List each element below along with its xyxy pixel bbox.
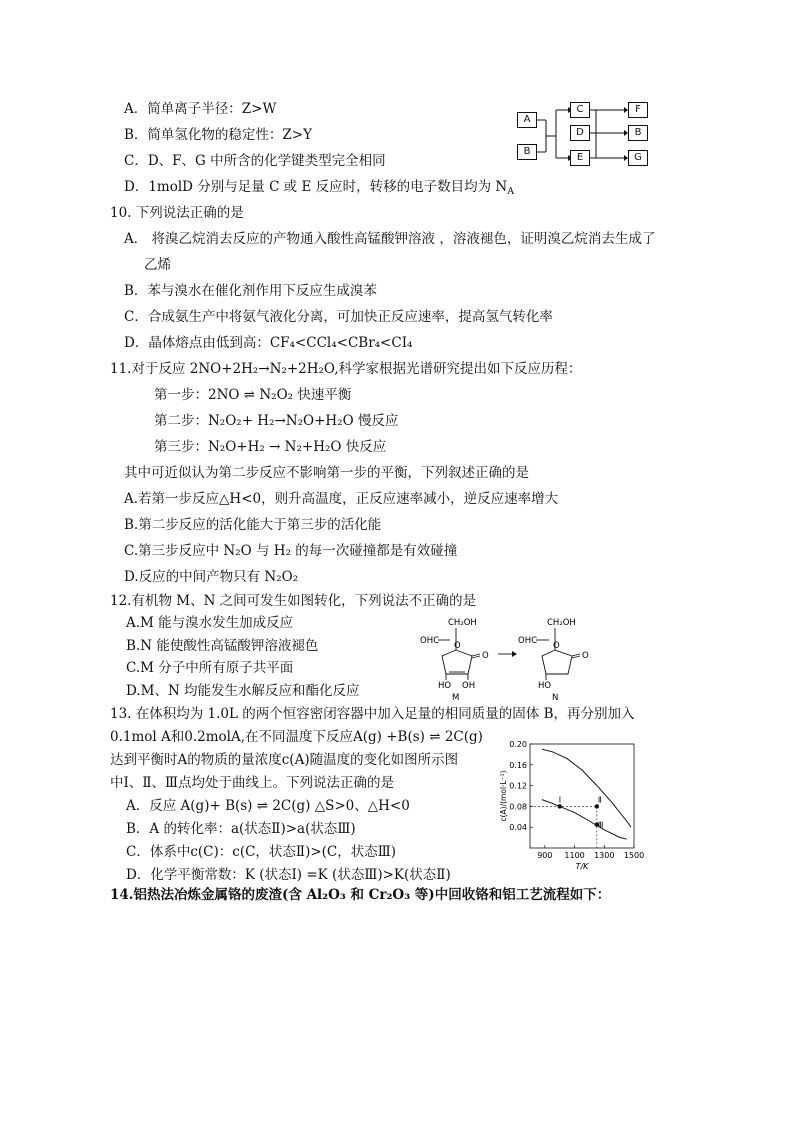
q13-option-c: C．体系中c(C)：c(C，状态Ⅱ)>(C，状态Ⅲ) — [126, 844, 397, 860]
q13-stem-line-1: 13. 在体积均为 1.0L 的两个恒容密闭容器中加入足量的相同质量的固体 B，再分别加入 — [110, 706, 635, 722]
q11-option-b: B.第二步反应的活化能大于第三步的活化能 — [124, 517, 382, 533]
y-tick-label: 0.04 — [509, 823, 527, 833]
y-tick-label: 0.08 — [509, 802, 527, 812]
m-oh-label: OH — [462, 681, 476, 691]
q12-option-c: C.M 分子中所有原子共平面 — [126, 660, 294, 676]
state-label: Ⅱ — [597, 795, 602, 805]
q12-option-d: D.M、N 均能发生水解反应和酯化反应 — [126, 683, 360, 699]
state-point — [595, 804, 599, 808]
q13-option-a: A．反应 A(g)+ B(s) ⇌ 2C(g) △S>0、△H<0 — [126, 798, 410, 814]
q12-structures-m-n — [418, 614, 618, 704]
m-label: M — [452, 693, 460, 703]
m-ring-o-label: O — [454, 641, 461, 651]
box-b: B — [517, 144, 537, 160]
q13-chart — [494, 736, 644, 876]
y-tick-label: 0.20 — [509, 740, 527, 749]
m-ohc-label: OHC — [420, 636, 440, 646]
q10-option-a: A． 将溴乙烷消去反应的产物通入酸性高锰酸钾溶液 ，溶液褪色，证明溴乙烷消去生成了 — [124, 231, 656, 247]
n-ch2oh-label: CH₂OH — [547, 618, 576, 628]
n-ohc-label: OHC — [518, 636, 538, 646]
q11-option-c: C.第三步反应中 N₂O 与 H₂ 的每一次碰撞都是有效碰撞 — [124, 543, 458, 559]
m-ho-label: HO — [438, 681, 452, 691]
q9-option-b: B．简单氢化物的稳定性：Z>Y — [124, 127, 313, 143]
q13-stem-line-3: 达到平衡时A的物质的量浓度c(A)随温度的变化如图所示图 — [110, 752, 459, 768]
q12-option-b: B.N 能使酸性高锰酸钾溶液褪色 — [126, 638, 319, 654]
y-axis-label: c(A)/(mol·L⁻¹) — [499, 770, 508, 822]
q9-option-a: A．简单离子半径：Z>W — [124, 101, 277, 117]
q13-option-b: B．A 的转化率：a(状态Ⅱ)>a(状态Ⅲ) — [126, 821, 356, 837]
m-carbonyl-o-label: O — [482, 651, 489, 661]
q11-option-d: D.反应的中间产物只有 N₂O₂ — [124, 569, 299, 585]
q11-step-1: 第一步：2NO ⇌ N₂O₂ 快速平衡 — [154, 387, 352, 403]
q9-reaction-diagram — [512, 96, 652, 172]
box-g: G — [628, 150, 648, 166]
q14-stem: 14.铝热法冶炼金属铬的废渣(含 Al₂O₃ 和 Cr₂O₃ 等)中回收铬和铝工艺流程如下： — [110, 887, 611, 903]
q12-option-a: A.M 能与溴水发生加成反应 — [126, 615, 294, 631]
x-tick-label: 900 — [537, 851, 553, 860]
box-a: A — [517, 112, 537, 128]
q13-stem-line-2: 0.1mol A和0.2molA,在不同温度下反应A(g) +B(s) ⇌ 2C(g) — [110, 729, 483, 745]
m-ch2oh-label: CH₂OH — [448, 618, 477, 628]
q13-stem-line-4: 中Ⅰ、Ⅱ、Ⅲ点均处于曲线上。下列说法正确的是 — [110, 775, 395, 791]
n-ring-o-label: O — [553, 641, 560, 651]
q13-option-d: D．化学平衡常数：K (状态Ⅰ) =K (状态Ⅲ)>K(状态Ⅱ) — [126, 867, 451, 883]
box-d: D — [570, 125, 590, 141]
n-carbonyl-o-label: O — [582, 651, 589, 661]
n-label: N — [552, 693, 559, 703]
q10-option-d: D．晶体熔点由低到高：CF₄<CCl₄<CBr₄<CI₄ — [124, 335, 413, 351]
q10-option-a-cont: 乙烯 — [144, 257, 171, 273]
box-b-product: B — [628, 125, 648, 141]
plot-frame — [530, 744, 634, 848]
q10-option-b: B．苯与溴水在催化剂作用下反应生成溴苯 — [124, 283, 377, 299]
y-tick-label: 0.16 — [509, 760, 527, 770]
q9-option-d: D．1molD 分别与足量 C 或 E 反应时，转移的电子数目均为 $N_A$ — [124, 179, 515, 197]
curve — [542, 749, 631, 827]
q11-option-a: A.若第一步反应△H<0，则升高温度，正反应速率减小，逆反应速率增大 — [124, 491, 559, 507]
q10-option-c: C．合成氨生产中将氨气液化分离，可加快正反应速率，提高氢气转化率 — [124, 309, 553, 325]
q11-step-2: 第二步：N₂O₂+ H₂→N₂O+H₂O 慢反应 — [154, 413, 399, 429]
state-point — [558, 804, 562, 808]
q10-stem: 10. 下列说法正确的是 — [110, 205, 244, 221]
q11-stem: 11.对于反应 2NO+2H₂→N₂+2H₂O,科学家根据光谱研究提出如下反应历程： — [110, 361, 582, 377]
n-ho-label: HO — [538, 681, 552, 691]
box-f: F — [628, 102, 648, 118]
q9-option-c: C．D、F、G 中所含的化学键类型完全相同 — [124, 153, 386, 169]
state-label: Ⅰ — [558, 795, 562, 805]
q12-stem: 12.有机物 M、N 之间可发生如图转化，下列说法不正确的是 — [110, 593, 477, 609]
x-tick-label: 1300 — [594, 851, 615, 860]
q11-step-3: 第三步：N₂O+H₂ → N₂+H₂O 快反应 — [154, 439, 387, 455]
box-c: C — [570, 102, 590, 118]
state-label: Ⅲ — [597, 820, 604, 830]
x-tick-label: 1100 — [564, 851, 585, 860]
q11-note: 其中可近似认为第二步反应不影响第一步的平衡，下列叙述正确的是 — [124, 465, 529, 481]
y-tick-label: 0.12 — [509, 781, 527, 791]
box-e: E — [570, 150, 590, 166]
x-axis-label: T/K — [575, 862, 589, 871]
x-tick-label: 1500 — [623, 851, 644, 860]
